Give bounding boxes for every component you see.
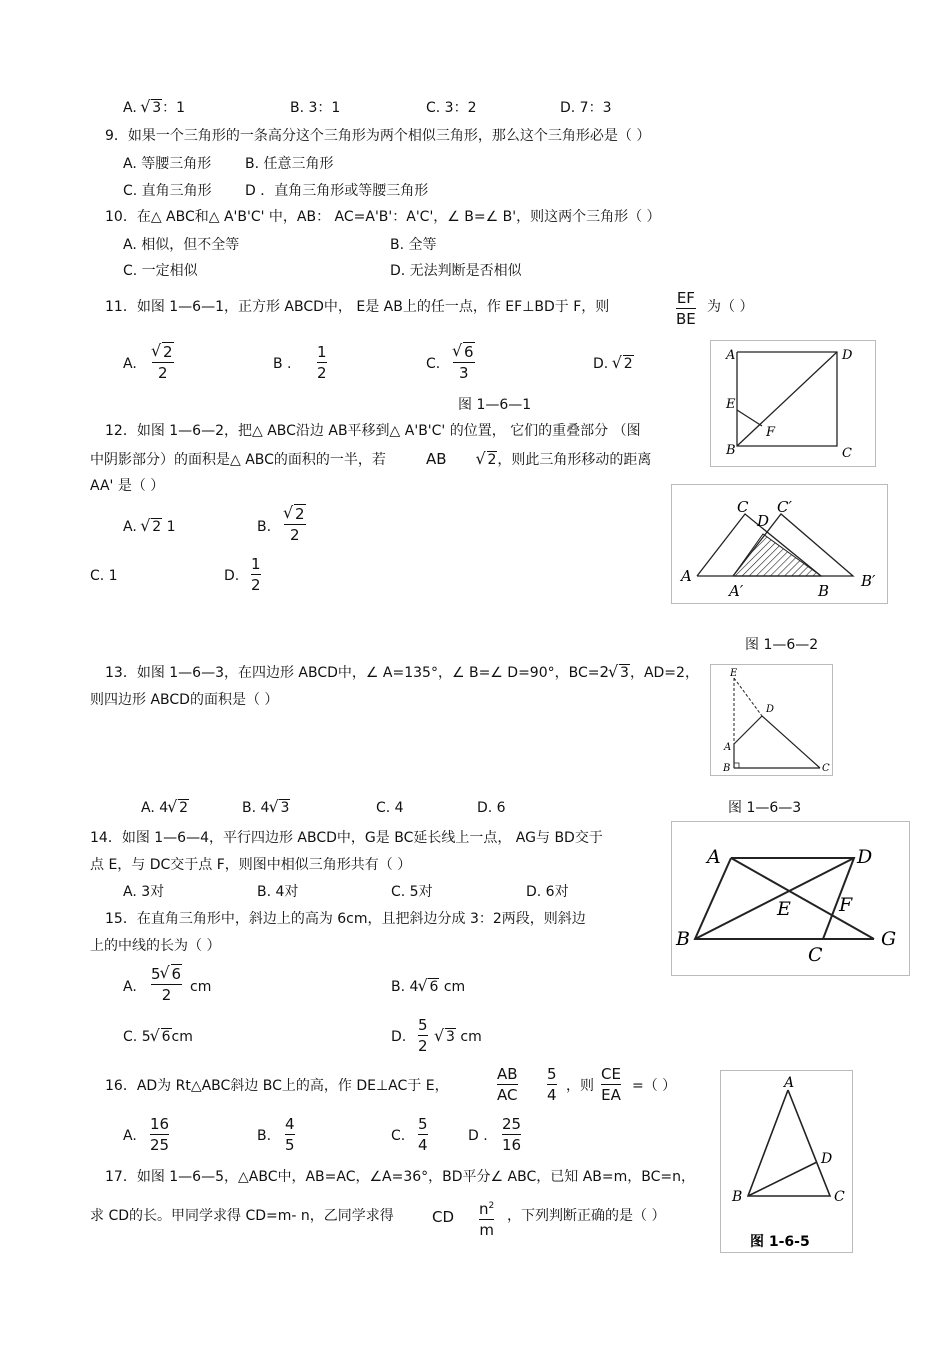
- q17-fraction: $n^2$ m: [479, 1200, 495, 1239]
- q17-tail: ，下列判断正确的是（ ）: [507, 1208, 666, 1224]
- fig1-label-b: B: [726, 443, 736, 458]
- q12-option-b-value: √ 2 2: [284, 504, 306, 545]
- q8-option-b: B. 3：1: [290, 100, 341, 116]
- q12-line3: AA' 是（ ）: [90, 478, 165, 494]
- fig4-label-c: C: [808, 944, 823, 966]
- q10-option-c: C. 一定相似: [123, 263, 198, 279]
- q16-mid: ，则: [566, 1078, 594, 1094]
- q15-option-a-label: A.: [123, 979, 137, 995]
- q12-option-a: A. √ 2 1: [123, 518, 176, 536]
- fig5-label-c: C: [834, 1189, 845, 1205]
- fig3-label-b: B: [723, 763, 731, 774]
- q12-option-c: C. 1: [90, 568, 118, 584]
- q10-option-b: B. 全等: [390, 237, 437, 253]
- fig1-label-c: C: [842, 446, 852, 461]
- fig1-label-d: D: [842, 348, 853, 363]
- q16-option-c-label: C.: [391, 1128, 406, 1144]
- q10-option-a: A. 相似，但不全等: [123, 237, 240, 253]
- q14-line2: 点 E，与 DC交于点 F，则图中相似三角形共有（ ）: [90, 857, 412, 873]
- q15-option-d-rest: √ 3 cm: [435, 1028, 482, 1046]
- fig5-label-b: B: [732, 1189, 743, 1205]
- q13-line1: 13．如图 1—6—3，在四边形 ABCD中，∠ A=135°，∠ B=∠ D=90°，BC=2√ 3，AD=2，: [105, 663, 699, 682]
- q11-fraction: EF BE: [676, 289, 696, 328]
- q9-option-c: C. 直角三角形: [123, 183, 212, 199]
- fig3-label-a: A: [724, 742, 732, 753]
- q17-cd: CD: [432, 1208, 455, 1226]
- q12-option-d-value: 1 2: [251, 555, 261, 594]
- q11-tail: 为（ ）: [707, 299, 754, 315]
- q15-option-c: C. 5√ 6cm: [123, 1028, 193, 1046]
- q13-option-b: B. 4√ 3: [242, 799, 290, 817]
- fig3-label-e: E: [730, 668, 738, 679]
- q8-option-c: C. 3：2: [426, 100, 477, 116]
- q11-option-d: D. √ 2: [593, 355, 634, 373]
- fig1-label-e: E: [726, 397, 736, 412]
- q15-option-d-value: 5 2: [418, 1016, 428, 1055]
- q11-option-b-label: B .: [273, 356, 292, 372]
- q14-line1: 14．如图 1—6—4，平行四边形 ABCD中，G是 BC延长线上一点， AG与 BD交于: [90, 830, 603, 846]
- q16-option-d-label: D .: [468, 1128, 488, 1144]
- fig4-label-b: B: [676, 928, 690, 950]
- fig2-label-c-prime: C′: [777, 498, 792, 516]
- figure-1-6-5: [720, 1070, 853, 1253]
- figure-1-6-1: [710, 340, 876, 467]
- fig4-label-a: A: [707, 846, 721, 868]
- q16-option-a-label: A.: [123, 1128, 137, 1144]
- q11-option-a-label: A.: [123, 356, 137, 372]
- q8-option-a: A. √ 3：1: [123, 99, 185, 117]
- q17-line1: 17．如图 1—6—5，△ABC中，AB=AC，∠A=36°，BD平分∠ ABC，已知 AB=m，BC=n，: [105, 1169, 695, 1185]
- q13-option-d: D. 6: [477, 800, 506, 816]
- q13-line2: 则四边形 ABCD的面积是（ ）: [90, 692, 279, 708]
- q11-option-a-value: √ 2 2: [152, 342, 174, 383]
- q11-option-b-value: 1 2: [317, 343, 327, 382]
- q16-option-a-value: 16 25: [150, 1115, 170, 1154]
- q9-option-a: A. 等腰三角形: [123, 156, 212, 172]
- fig1-label-a: A: [726, 348, 736, 363]
- figure-1-6-3: [710, 664, 833, 776]
- fig4-label-g: G: [881, 928, 897, 950]
- fig4-label-d: D: [857, 846, 873, 868]
- fig5-caption: 图 1-6-5: [750, 1234, 810, 1250]
- q13-option-c: C. 4: [376, 800, 404, 816]
- fig1-label-f: F: [766, 425, 776, 440]
- figure-1-6-4: [671, 821, 910, 976]
- fig2-label-b: B: [818, 582, 830, 600]
- fig2-label-c: C: [737, 498, 749, 516]
- q12-line1: 12．如图 1—6—2，把△ ABC沿边 AB平移到△ A'B'C' 的位置， 它们的重叠部分 （图: [105, 423, 641, 439]
- fig3-label-c: C: [822, 763, 830, 774]
- fig4-label-e: E: [777, 898, 791, 920]
- q15-option-a-unit: cm: [190, 979, 212, 995]
- q13-figure-caption: 图 1—6—3: [728, 800, 802, 816]
- fig2-label-b-prime: B′: [861, 572, 876, 590]
- q16-line1: 16．AD为 Rt△ABC斜边 BC上的高，作 DE⊥AC于 E，: [105, 1078, 449, 1094]
- q14-option-c: C. 5对: [391, 884, 433, 900]
- q8-option-d: D. 7：3: [560, 100, 612, 116]
- q16-fraction-ce-ea: CE EA: [601, 1065, 621, 1104]
- fig5-label-d: D: [821, 1151, 833, 1167]
- q16-tail: =（ ）: [632, 1078, 677, 1094]
- fig2-label-a-prime: A′: [729, 582, 744, 600]
- q16-fraction-5-4: 5 4: [547, 1065, 557, 1104]
- q11-stem: 11．如图 1—6—1，正方形 ABCD中， E是 AB上的任一点，作 EF⊥BD于 F，则: [105, 299, 610, 315]
- q11-figure-caption: 图 1—6—1: [458, 397, 532, 413]
- q15-line1: 15．在直角三角形中，斜边上的高为 6cm，且把斜边分成 3：2两段，则斜边: [105, 911, 586, 927]
- fig4-label-f: F: [839, 894, 853, 916]
- q12-option-d-label: D.: [224, 568, 240, 584]
- q12-line2: 中阴影部分）的面积是△ ABC的面积的一半，若 AB√ 2，则此三角形移动的距离: [90, 450, 651, 469]
- q16-fraction-ab-ac: AB AC: [497, 1065, 518, 1104]
- fig3-label-d: D: [766, 704, 775, 715]
- q13-option-a: A. 4√ 2: [141, 799, 189, 817]
- q16-option-d-value: 25 16: [502, 1115, 522, 1154]
- q11-option-c-value: √ 6 3: [453, 342, 475, 383]
- q12-option-b-label: B.: [257, 519, 272, 535]
- q16-option-c-value: 5 4: [418, 1115, 428, 1154]
- q15-option-d-label: D.: [391, 1029, 407, 1045]
- q10-option-d: D. 无法判断是否相似: [390, 263, 522, 279]
- figure-1-6-2: [671, 484, 888, 604]
- fig5-label-a: A: [784, 1075, 795, 1091]
- q9-stem: 9．如果一个三角形的一条高分这个三角形为两个相似三角形，那么这个三角形必是（ ）: [105, 128, 651, 144]
- q14-option-a: A. 3对: [123, 884, 165, 900]
- q11-option-c-label: C.: [426, 356, 441, 372]
- q16-option-b-label: B.: [257, 1128, 272, 1144]
- q17-line2: 求 CD的长。甲同学求得 CD=m- n，乙同学求得: [90, 1208, 394, 1224]
- q16-option-b-value: 4 5: [285, 1115, 295, 1154]
- q15-option-b: B. 4√ 6 cm: [391, 978, 465, 996]
- q15-line2: 上的中线的长为（ ）: [90, 938, 221, 954]
- q10-stem: 10．在△ ABC和△ A'B'C' 中，AB： AC=A'B'：A'C'，∠ B=∠ B'，则这两个三角形（ ）: [105, 209, 661, 225]
- q9-option-b: B. 任意三角形: [245, 156, 334, 172]
- q15-option-a-value: 5√ 6 2: [151, 964, 182, 1005]
- q14-option-b: B. 4对: [257, 884, 299, 900]
- fig2-label-d: D: [757, 512, 770, 530]
- q12-figure-caption: 图 1—6—2: [745, 637, 819, 653]
- q9-option-d: D ．直角三角形或等腰三角形: [245, 183, 429, 199]
- fig2-label-a: A: [681, 567, 692, 585]
- q14-option-d: D. 6对: [526, 884, 569, 900]
